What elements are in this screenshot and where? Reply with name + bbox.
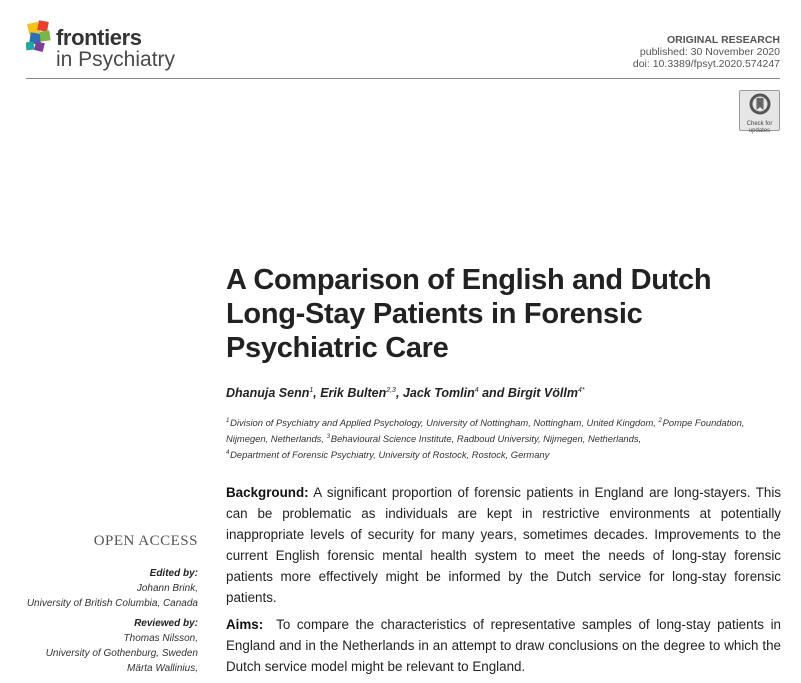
background-label: Background: (226, 485, 309, 500)
affil-sup: 1 (226, 418, 230, 424)
edited-by (27, 566, 198, 611)
affil-sup: 4 (226, 450, 230, 457)
open-access-label: OPEN ACCESS (93, 533, 198, 549)
journal-name[interactable]: in Psychiatry (56, 48, 176, 71)
author-sup: 1 (309, 386, 314, 394)
reviewer-2-name[interactable]: Märta Wallinius, (127, 663, 198, 674)
editor-name[interactable]: Johann Brink, (136, 583, 198, 594)
article-title (226, 263, 786, 365)
check-for-updates-button[interactable] (739, 90, 780, 134)
author-and: and (482, 386, 505, 400)
abstract (226, 482, 785, 683)
affil-2: Pompe Foundation, Nijmegen, Netherlands, (226, 417, 745, 445)
frontiers-logo-icon[interactable] (26, 20, 56, 54)
background-text: A significant proportion of forensic patients in England are long-stayers. This can be problematic as individuals are kept in restrictive environments at potentially inappropriate levels of security for many years, sometimes decades. Improvements to the current English forensic mental health system to meet the needs of long-stay forensic patients more effectively might be informed by the Dutch service for long-stay forensic patients. (226, 485, 781, 605)
author-senn[interactable]: Dhanuja Senn (226, 386, 310, 400)
title-line-3: Psychiatric Care (226, 332, 449, 364)
header-divider (26, 78, 780, 79)
abstract-background (226, 482, 781, 608)
article-meta (633, 34, 780, 70)
affil-sup: 3 (326, 434, 330, 441)
title-line-2: Long-Stay Patients in Forensic (226, 298, 643, 330)
reviewed-by-label: Reviewed by: (134, 618, 198, 629)
editor-affiliation: University of British Columbia, Canada (26, 598, 198, 609)
affil-1: Division of Psychiatry and Applied Psychology, University of Nottingham, Nottingham, United Kingdom, (230, 417, 656, 429)
affil-sup: 2 (658, 418, 662, 424)
author-separator: , (395, 386, 400, 400)
check-updates-line2: updates (748, 127, 771, 134)
affil-3: Behavioural Science Institute, Radboud University, Nijmegen, Netherlands, (330, 433, 642, 445)
title-line-1: A Comparison of English and Dutch (226, 264, 712, 296)
check-updates-line1: Check for (746, 121, 773, 127)
bookmark-ring-icon (749, 93, 771, 115)
author-sup: 4 (474, 386, 479, 394)
author-sup: 2,3 (386, 386, 396, 394)
edited-by-label: Edited by: (149, 568, 198, 579)
journal-brand[interactable]: frontiers (56, 25, 142, 50)
author-tomlin[interactable]: Jack Tomlin (402, 386, 475, 400)
doi[interactable]: doi: 10.3389/fpsyt.2020.574247 (632, 58, 780, 70)
reviewed-by (46, 616, 198, 676)
reviewer-1-name[interactable]: Thomas Nilsson, (123, 633, 198, 644)
reviewer-1-affiliation: University of Gothenburg, Sweden (45, 648, 198, 659)
published-date: published: 30 November 2020 (639, 46, 780, 58)
author-list (226, 386, 585, 400)
aims-text: To compare the characteristics of representative samples of long-stay patients in England and in the Netherlands in an attempt to draw conclusions on the degree to which the Dutch service model might be relevant to England. (226, 617, 785, 674)
author-vollm[interactable]: Birgit Völlm (507, 386, 578, 400)
aims-label: Aims: (226, 617, 264, 632)
affil-4: Department of Forensic Psychiatry, University of Rostock, Rostock, Germany (230, 449, 550, 461)
article-type: ORIGINAL RESEARCH (667, 34, 780, 46)
author-bulten[interactable]: Erik Bulten (320, 386, 387, 400)
author-separator: , (313, 386, 317, 400)
affiliations (226, 414, 786, 462)
abstract-aims (226, 614, 785, 677)
author-sup: 4* (577, 386, 585, 394)
